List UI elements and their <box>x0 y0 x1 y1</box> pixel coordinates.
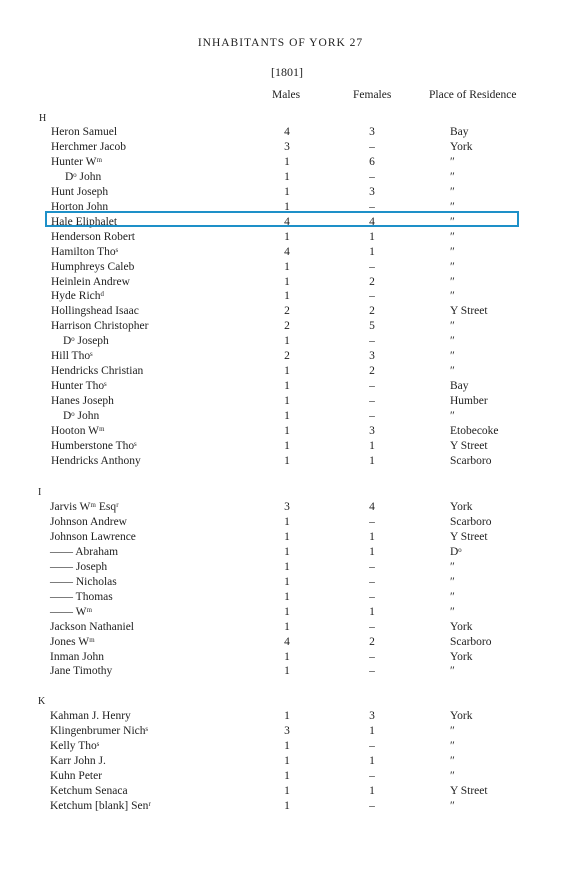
table-row <box>0 769 561 784</box>
females-count: 1 <box>369 530 375 543</box>
resident-name: Dᵒ John <box>63 410 100 423</box>
males-count: 1 <box>284 275 290 288</box>
resident-name: —— Nicholas <box>50 575 117 588</box>
table-row <box>0 409 561 424</box>
females-count: – <box>369 590 375 603</box>
resident-name: Klingenbrumer Nichˢ <box>50 724 148 737</box>
resident-name: Hamilton Thoˢ <box>51 245 119 258</box>
place-of-residence: Bay <box>450 380 469 393</box>
table-row <box>0 424 561 439</box>
table-row <box>0 334 561 349</box>
males-count: 1 <box>284 365 290 378</box>
females-count: – <box>369 739 375 752</box>
place-of-residence: ″ <box>450 245 455 258</box>
females-count: 1 <box>369 724 375 737</box>
females-count: – <box>369 410 375 423</box>
selection-highlight <box>45 211 519 227</box>
males-count: 2 <box>284 305 290 318</box>
table-row <box>0 650 561 665</box>
place-of-residence: ″ <box>450 754 455 767</box>
females-count: 3 <box>369 710 375 722</box>
section-letter: H <box>39 113 47 124</box>
place-of-residence: ″ <box>450 170 455 183</box>
males-count: 1 <box>284 439 290 452</box>
resident-name: Kahman J. Henry <box>50 710 131 722</box>
place-of-residence: Bay <box>450 126 469 138</box>
resident-name: Ketchum Senaca <box>50 784 128 797</box>
table-row <box>0 275 561 290</box>
table-row <box>0 364 561 379</box>
place-of-residence: ″ <box>450 230 455 243</box>
table-row <box>0 724 561 739</box>
place-of-residence: Humber <box>450 395 488 408</box>
males-count: 1 <box>284 454 290 467</box>
place-of-residence: Y Street <box>450 305 488 318</box>
females-count: – <box>369 380 375 393</box>
females-count: – <box>369 515 375 528</box>
table-row <box>0 784 561 799</box>
females-count: 4 <box>369 501 375 513</box>
column-header-females: Females <box>353 89 392 101</box>
resident-name: Hyde Richᵈ <box>51 290 105 303</box>
females-count: – <box>369 799 375 812</box>
females-count: – <box>369 650 375 663</box>
resident-name: Inman John <box>50 650 104 663</box>
resident-name: Hunter Thoˢ <box>51 380 107 393</box>
column-header-place: Place of Residence <box>429 89 517 101</box>
females-count: 2 <box>369 365 375 378</box>
place-of-residence: ″ <box>450 605 455 618</box>
table-row <box>0 799 561 814</box>
place-of-residence: York <box>450 710 473 722</box>
males-count: 1 <box>284 335 290 348</box>
resident-name: Jarvis Wᵐ Esqʳ <box>50 501 119 513</box>
place-of-residence: York <box>450 501 473 513</box>
resident-name: Johnson Andrew <box>50 515 127 528</box>
table-row <box>0 260 561 275</box>
females-count: 1 <box>369 439 375 452</box>
resident-name: Hill Thoˢ <box>51 350 93 363</box>
resident-name: Dᵒ John <box>65 170 102 183</box>
males-count: 1 <box>284 170 290 183</box>
place-of-residence: Y Street <box>450 530 488 543</box>
females-count: 2 <box>369 305 375 318</box>
table-row <box>0 545 561 560</box>
column-header-males: Males <box>272 89 301 101</box>
place-of-residence: Y Street <box>450 784 488 797</box>
resident-name: —— Wᵐ <box>50 605 93 618</box>
resident-name: Heinlein Andrew <box>51 275 130 288</box>
table-row <box>0 379 561 394</box>
place-of-residence: York <box>450 140 473 153</box>
females-count: – <box>369 665 375 678</box>
table-row <box>0 125 561 140</box>
males-count: 1 <box>284 560 290 573</box>
place-of-residence: ″ <box>450 260 455 273</box>
males-count: 1 <box>284 380 290 393</box>
resident-name: Dᵒ Joseph <box>63 335 109 348</box>
females-count: – <box>369 560 375 573</box>
females-count: – <box>369 620 375 633</box>
males-count: 1 <box>284 754 290 767</box>
place-of-residence: ″ <box>450 724 455 737</box>
place-of-residence: ″ <box>450 560 455 573</box>
table-row <box>0 394 561 409</box>
place-of-residence: ″ <box>450 365 455 378</box>
males-count: 4 <box>284 245 290 258</box>
females-count: 1 <box>369 230 375 243</box>
males-count: 1 <box>284 665 290 678</box>
males-count: 1 <box>284 410 290 423</box>
males-count: 1 <box>284 395 290 408</box>
females-count: 1 <box>369 754 375 767</box>
table-row <box>0 140 561 155</box>
males-count: 3 <box>284 501 290 513</box>
females-count: 3 <box>369 350 375 363</box>
table-row <box>0 709 561 724</box>
place-of-residence: Scarboro <box>450 454 492 467</box>
males-count: 1 <box>284 799 290 812</box>
males-count: 1 <box>284 605 290 618</box>
resident-name: Kelly Thoˢ <box>50 739 100 752</box>
males-count: 1 <box>284 650 290 663</box>
resident-name: Hanes Joseph <box>51 395 114 408</box>
place-of-residence: ″ <box>450 275 455 288</box>
males-count: 1 <box>284 260 290 273</box>
males-count: 3 <box>284 140 290 153</box>
males-count: 1 <box>284 290 290 303</box>
table-row <box>0 664 561 679</box>
resident-name: Hendricks Anthony <box>51 454 141 467</box>
table-row <box>0 620 561 635</box>
place-of-residence: ″ <box>450 665 455 678</box>
resident-name: —— Joseph <box>50 560 108 573</box>
females-count: – <box>369 769 375 782</box>
section-letter: I <box>38 487 42 498</box>
males-count: 1 <box>284 155 290 168</box>
table-row <box>0 304 561 319</box>
females-count: – <box>369 140 375 153</box>
females-count: 1 <box>369 784 375 797</box>
resident-name: Karr John J. <box>50 754 106 767</box>
resident-name: Hale Eliphalet <box>51 215 118 228</box>
females-count: 2 <box>369 275 375 288</box>
males-count: 1 <box>284 230 290 243</box>
females-count: 3 <box>369 126 375 138</box>
resident-name: Kuhn Peter <box>50 769 103 782</box>
resident-name: Horton John <box>51 200 109 213</box>
resident-name: Jackson Nathaniel <box>50 620 134 633</box>
place-of-residence: York <box>450 620 473 633</box>
resident-name: Henderson Robert <box>51 230 135 243</box>
place-of-residence: ″ <box>450 320 455 333</box>
place-of-residence: Etobecoke <box>450 425 499 437</box>
females-count: – <box>369 170 375 183</box>
males-count: 1 <box>284 425 290 437</box>
males-count: 1 <box>284 739 290 752</box>
place-of-residence: ″ <box>450 410 455 423</box>
males-count: 1 <box>284 710 290 722</box>
table-row <box>0 230 561 245</box>
females-count: – <box>369 260 375 273</box>
males-count: 4 <box>284 635 290 648</box>
table-row <box>0 245 561 260</box>
place-of-residence: ″ <box>450 799 455 812</box>
males-count: 1 <box>284 185 290 198</box>
resident-name: —— Thomas <box>50 590 113 603</box>
resident-name: Herchmer Jacob <box>51 140 127 153</box>
table-row <box>0 439 561 454</box>
resident-name: Harrison Christopher <box>51 320 149 333</box>
males-count: 1 <box>284 784 290 797</box>
place-of-residence: ″ <box>450 590 455 603</box>
table-row <box>0 754 561 769</box>
place-of-residence: ″ <box>450 185 455 198</box>
table-row <box>0 170 561 185</box>
females-count: 3 <box>369 185 375 198</box>
males-count: 1 <box>284 769 290 782</box>
females-count: – <box>369 290 375 303</box>
males-count: 3 <box>284 724 290 737</box>
table-row <box>0 515 561 530</box>
resident-name: Hooton Wᵐ <box>51 425 105 437</box>
place-of-residence: ″ <box>450 155 455 168</box>
table-row <box>0 500 561 515</box>
females-count: 6 <box>369 155 375 168</box>
males-count: 1 <box>284 200 290 213</box>
place-of-residence: Scarboro <box>450 635 492 648</box>
females-count: 1 <box>369 545 375 558</box>
resident-name: Humberstone Thoˢ <box>51 439 137 452</box>
resident-name: Heron Samuel <box>51 126 118 138</box>
place-of-residence: ″ <box>450 769 455 782</box>
resident-name: Johnson Lawrence <box>50 530 136 543</box>
place-of-residence: Dᵒ <box>450 545 462 558</box>
table-row <box>0 530 561 545</box>
place-of-residence: ″ <box>450 575 455 588</box>
males-count: 1 <box>284 620 290 633</box>
table-row <box>0 454 561 469</box>
resident-name: Hunter Wᵐ <box>51 155 103 168</box>
females-count: 1 <box>369 605 375 618</box>
table-row <box>0 560 561 575</box>
males-count: 1 <box>284 545 290 558</box>
resident-name: Hunt Joseph <box>51 185 109 198</box>
females-count: 4 <box>369 215 375 228</box>
males-count: 1 <box>284 575 290 588</box>
resident-name: Jane Timothy <box>50 665 113 678</box>
section-letter: K <box>38 696 46 707</box>
females-count: 1 <box>369 245 375 258</box>
table-row <box>0 739 561 754</box>
females-count: – <box>369 200 375 213</box>
males-count: 4 <box>284 215 290 228</box>
resident-name: Ketchum [blank] Senʳ <box>50 799 151 812</box>
table-row <box>0 185 561 200</box>
place-of-residence: ″ <box>450 200 455 213</box>
table-row <box>0 289 561 304</box>
table-row <box>0 605 561 620</box>
table-row <box>0 319 561 334</box>
place-of-residence: ″ <box>450 335 455 348</box>
females-count: 1 <box>369 454 375 467</box>
table-row <box>0 590 561 605</box>
year-label: [1801] <box>271 65 303 79</box>
resident-name: Jones Wᵐ <box>50 635 95 648</box>
males-count: 1 <box>284 530 290 543</box>
place-of-residence: ″ <box>450 350 455 363</box>
females-count: – <box>369 575 375 588</box>
males-count: 4 <box>284 126 290 138</box>
females-count: 5 <box>369 320 375 333</box>
place-of-residence: ″ <box>450 739 455 752</box>
females-count: 3 <box>369 425 375 437</box>
females-count: – <box>369 395 375 408</box>
females-count: – <box>369 335 375 348</box>
resident-name: —— Abraham <box>50 545 119 558</box>
females-count: 2 <box>369 635 375 648</box>
resident-name: Hollingshead Isaac <box>51 305 139 318</box>
table-row <box>0 635 561 650</box>
males-count: 2 <box>284 320 290 333</box>
place-of-residence: Y Street <box>450 439 488 452</box>
page-header: INHABITANTS OF YORK 27 <box>197 37 364 49</box>
males-count: 1 <box>284 590 290 603</box>
place-of-residence: ″ <box>450 290 455 303</box>
table-row <box>0 155 561 170</box>
table-row <box>0 575 561 590</box>
resident-name: Humphreys Caleb <box>51 260 135 273</box>
table-row <box>0 349 561 364</box>
place-of-residence: ″ <box>450 215 455 228</box>
males-count: 1 <box>284 515 290 528</box>
place-of-residence: Scarboro <box>450 515 492 528</box>
place-of-residence: York <box>450 650 473 663</box>
males-count: 2 <box>284 350 290 363</box>
resident-name: Hendricks Christian <box>51 365 144 378</box>
